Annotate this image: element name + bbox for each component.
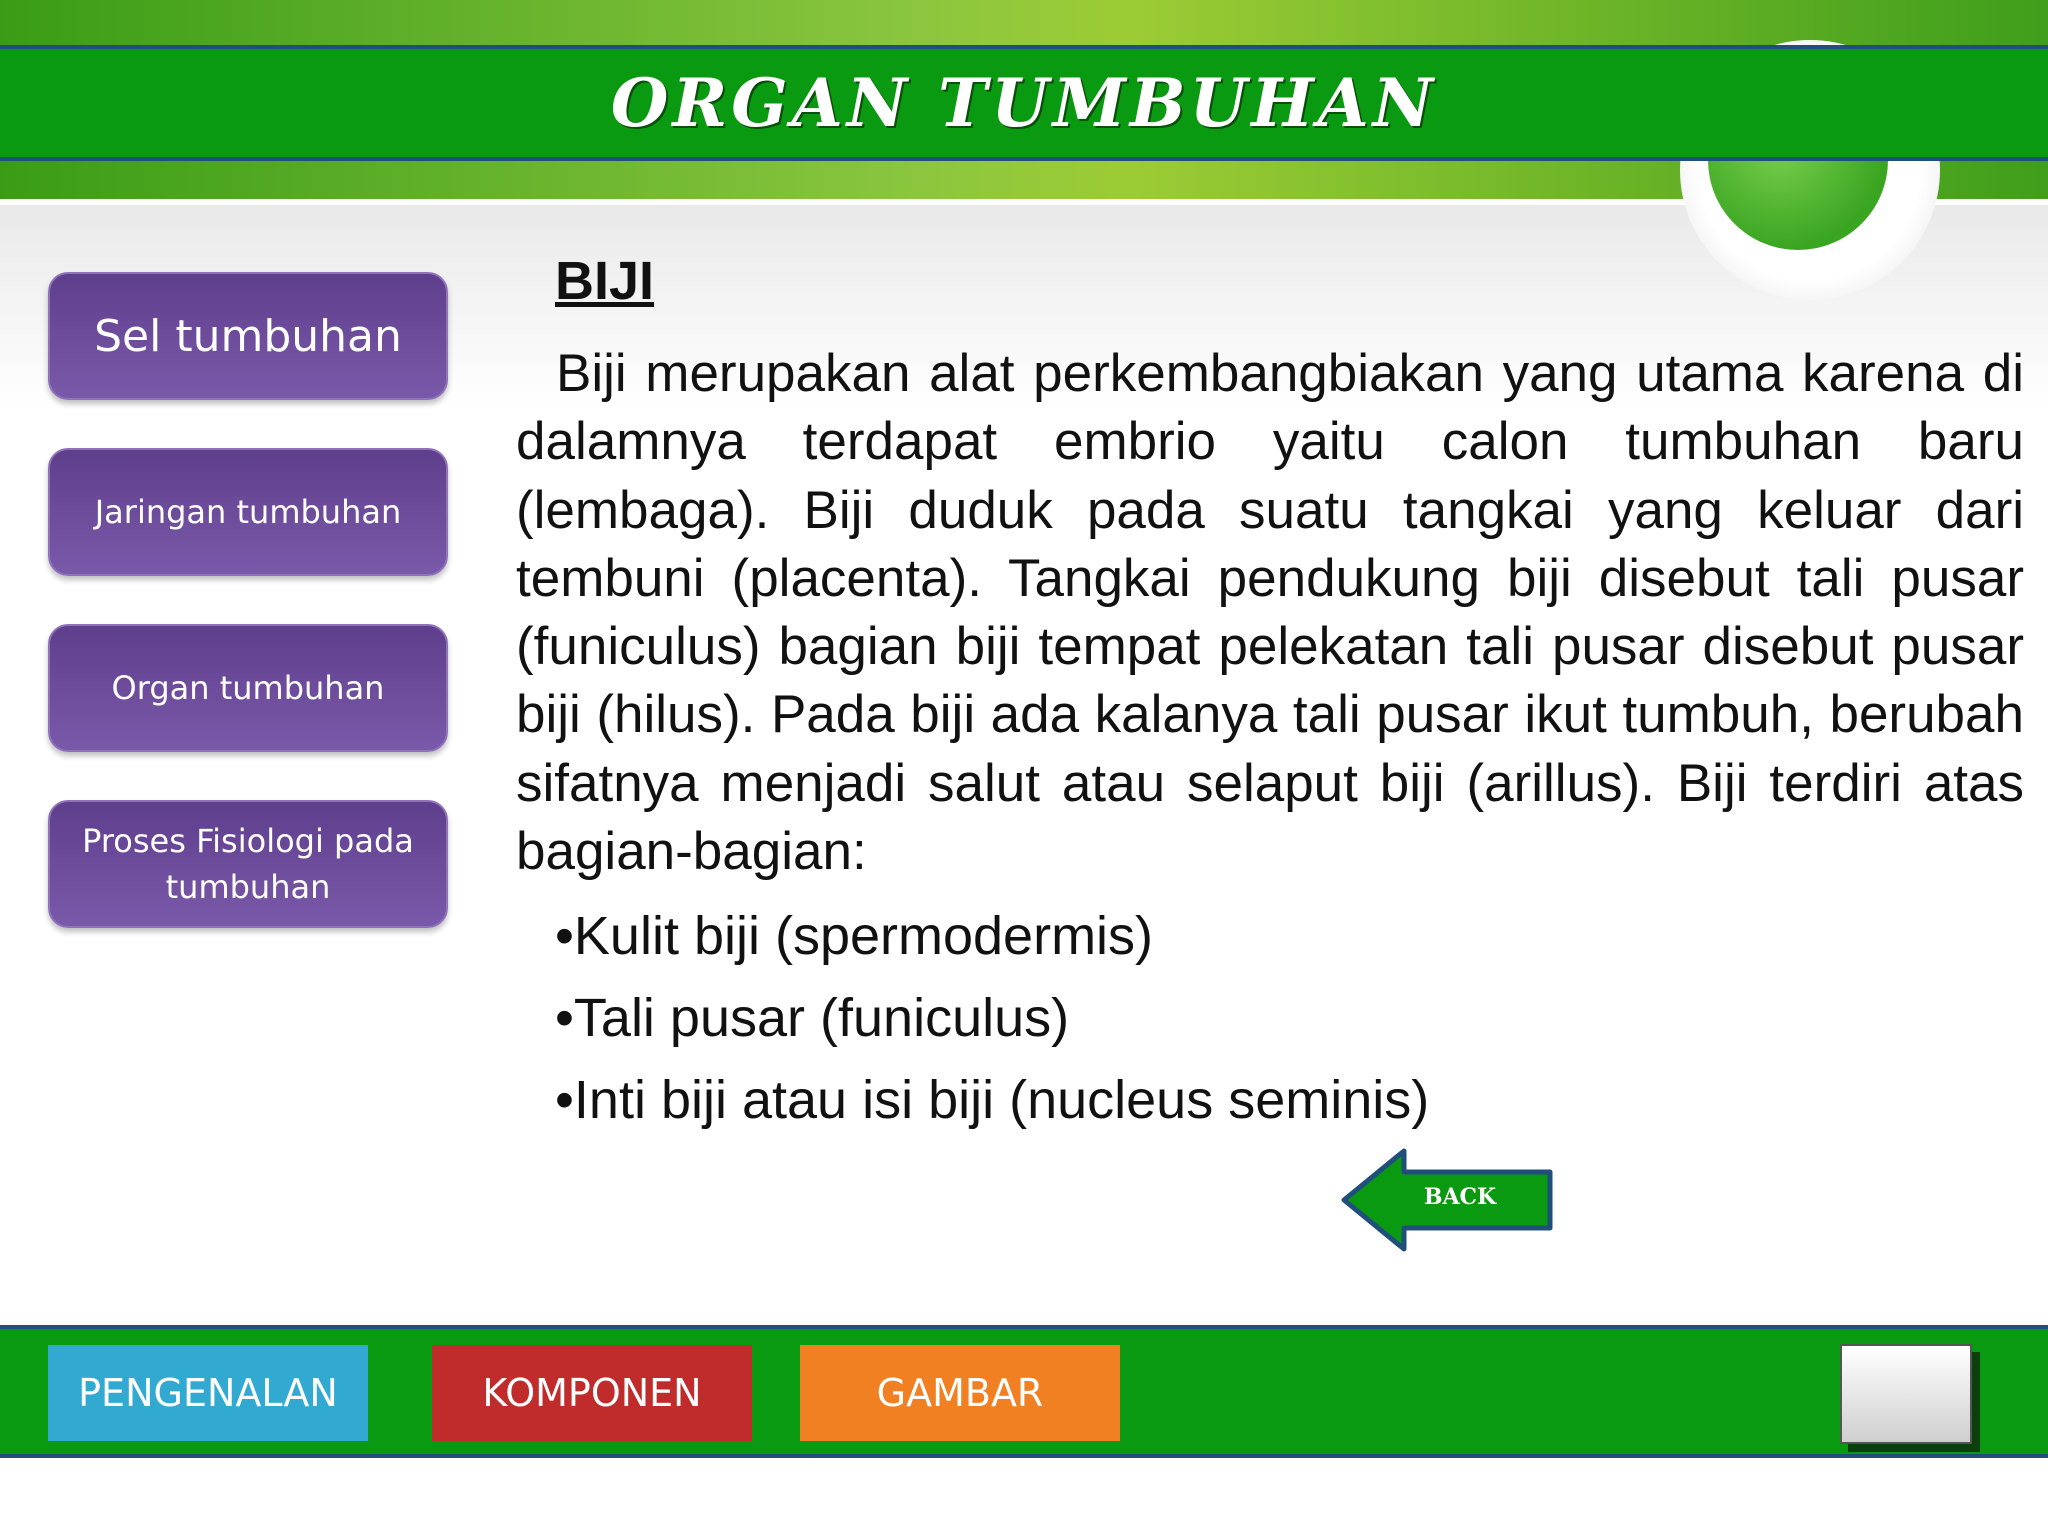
section-heading: BIJI — [555, 251, 655, 311]
sidebar-item-label: Proses Fisiologi pada tumbuhan — [82, 822, 414, 906]
nav-komponen-button[interactable] — [432, 1345, 752, 1441]
back-button-label: BACK — [1423, 1184, 1497, 1210]
title-bar — [0, 45, 2048, 161]
page-title: ORGAN TUMBUHAN — [610, 64, 1438, 142]
nav-button-label: KOMPONEN — [482, 1371, 702, 1415]
sidebar-item-jaringan-tumbuhan[interactable] — [48, 448, 448, 576]
sidebar-item-label: Jaringan tumbuhan — [94, 493, 402, 531]
nav-button-label: GAMBAR — [876, 1371, 1044, 1415]
list-item: •Kulit biji (spermodermis) — [555, 906, 1154, 966]
list-item: •Tali pusar (funiculus) — [555, 988, 1070, 1048]
body-paragraph: Biji merupakan alat perkembangbiakan yang utama karena di dalamnya terdapat embrio yaitu calon tumbuhan baru (lembaga). Biji duduk pada suatu tangkai yang keluar dari tembuni (placenta). Tangkai pendukung biji disebut tali pusar (funiculus) bagian biji tempat pelekatan tali pusar disebut pusar biji (hilus). Pada biji ada kalanya tali pusar ikut tumbuh, berubah sifatnya menjadi salut atau selaput biji (arillus). Biji terdiri atas bagian-bagian: — [516, 344, 2024, 882]
sidebar-item-organ-tumbuhan[interactable] — [48, 624, 448, 752]
blank-square-button[interactable] — [1840, 1344, 1972, 1444]
nav-gambar-button[interactable] — [800, 1345, 1120, 1441]
sidebar-item-proses-fisiologi[interactable] — [48, 800, 448, 928]
sidebar-item-label: Sel tumbuhan — [94, 310, 402, 362]
nav-button-label: PENGENALAN — [78, 1371, 338, 1415]
sidebar-item-label: Organ tumbuhan — [111, 669, 385, 707]
nav-pengenalan-button[interactable] — [48, 1345, 368, 1441]
parts-list — [555, 895, 1429, 1141]
sidebar-item-sel-tumbuhan[interactable] — [48, 272, 448, 400]
list-item: •Inti biji atau isi biji (nucleus seminis) — [555, 1070, 1430, 1130]
